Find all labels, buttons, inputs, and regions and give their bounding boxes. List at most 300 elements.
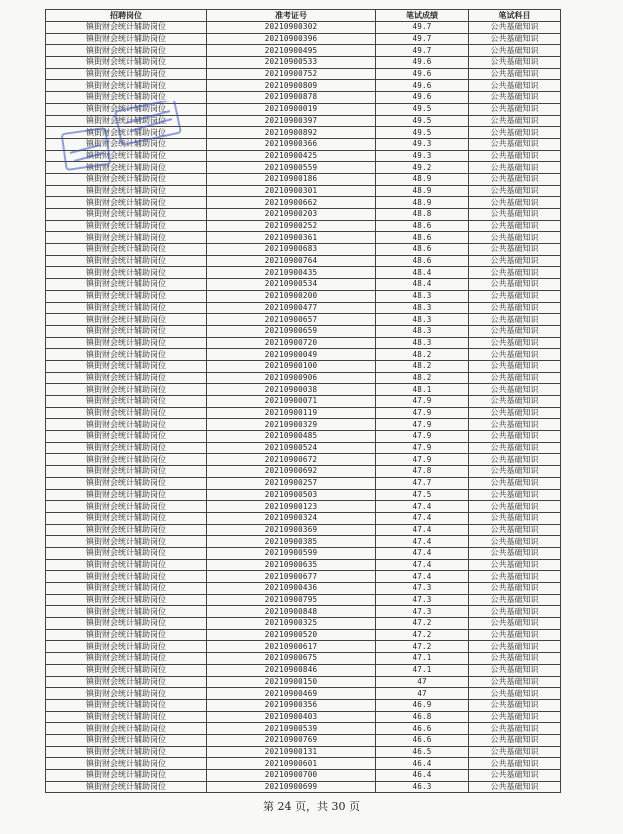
cell-score: 46.4 bbox=[376, 770, 469, 782]
cell-subject: 公共基础知识 bbox=[469, 220, 561, 232]
cell-subject: 公共基础知识 bbox=[469, 267, 561, 279]
cell-position: 镇街财会统计辅助岗位 bbox=[46, 746, 207, 758]
cell-position: 镇街财会统计辅助岗位 bbox=[46, 583, 207, 595]
cell-exam-number: 20210900659 bbox=[207, 325, 376, 337]
cell-position: 镇街财会统计辅助岗位 bbox=[46, 92, 207, 104]
cell-exam-number: 20210900403 bbox=[207, 711, 376, 723]
cell-score: 48.3 bbox=[376, 337, 469, 349]
cell-exam-number: 20210900302 bbox=[207, 22, 376, 34]
cell-subject: 公共基础知识 bbox=[469, 512, 561, 524]
cell-subject: 公共基础知识 bbox=[469, 80, 561, 92]
cell-subject: 公共基础知识 bbox=[469, 583, 561, 595]
cell-subject: 公共基础知识 bbox=[469, 68, 561, 80]
cell-exam-number: 20210900324 bbox=[207, 512, 376, 524]
cell-exam-number: 20210900657 bbox=[207, 314, 376, 326]
cell-subject: 公共基础知识 bbox=[469, 723, 561, 735]
cell-score: 49.6 bbox=[376, 80, 469, 92]
table-row bbox=[46, 512, 561, 524]
cell-position: 镇街财会统计辅助岗位 bbox=[46, 699, 207, 711]
table-row bbox=[46, 197, 561, 209]
table-row bbox=[46, 746, 561, 758]
cell-position: 镇街财会统计辅助岗位 bbox=[46, 676, 207, 688]
cell-position: 镇街财会统计辅助岗位 bbox=[46, 45, 207, 57]
cell-subject: 公共基础知识 bbox=[469, 781, 561, 793]
table-row bbox=[46, 279, 561, 291]
table-row bbox=[46, 489, 561, 501]
cell-exam-number: 20210900131 bbox=[207, 746, 376, 758]
cell-position: 镇街财会统计辅助岗位 bbox=[46, 290, 207, 302]
cell-exam-number: 20210900436 bbox=[207, 583, 376, 595]
cell-score: 48.2 bbox=[376, 372, 469, 384]
cell-exam-number: 20210900769 bbox=[207, 734, 376, 746]
cell-exam-number: 20210900495 bbox=[207, 45, 376, 57]
table-row bbox=[46, 115, 561, 127]
cell-score: 49.5 bbox=[376, 103, 469, 115]
cell-exam-number: 20210900720 bbox=[207, 337, 376, 349]
cell-exam-number: 20210900019 bbox=[207, 103, 376, 115]
cell-exam-number: 20210900049 bbox=[207, 349, 376, 361]
cell-exam-number: 20210900203 bbox=[207, 209, 376, 221]
cell-score: 48.6 bbox=[376, 232, 469, 244]
table-row bbox=[46, 103, 561, 115]
cell-subject: 公共基础知识 bbox=[469, 653, 561, 665]
cell-position: 镇街财会统计辅助岗位 bbox=[46, 571, 207, 583]
header-position: 招聘岗位 bbox=[46, 10, 207, 22]
table-row bbox=[46, 594, 561, 606]
table-row bbox=[46, 360, 561, 372]
cell-subject: 公共基础知识 bbox=[469, 150, 561, 162]
cell-exam-number: 20210900692 bbox=[207, 466, 376, 478]
cell-score: 48.9 bbox=[376, 185, 469, 197]
table-row bbox=[46, 477, 561, 489]
cell-position: 镇街财会统计辅助岗位 bbox=[46, 431, 207, 443]
table-row bbox=[46, 688, 561, 700]
cell-position: 镇街财会统计辅助岗位 bbox=[46, 80, 207, 92]
cell-exam-number: 20210900675 bbox=[207, 653, 376, 665]
cell-subject: 公共基础知识 bbox=[469, 442, 561, 454]
cell-position: 镇街财会统计辅助岗位 bbox=[46, 781, 207, 793]
cell-score: 48.6 bbox=[376, 220, 469, 232]
cell-score: 48.2 bbox=[376, 360, 469, 372]
cell-score: 49.7 bbox=[376, 33, 469, 45]
cell-position: 镇街财会统计辅助岗位 bbox=[46, 232, 207, 244]
cell-exam-number: 20210900361 bbox=[207, 232, 376, 244]
cell-score: 47.9 bbox=[376, 442, 469, 454]
table-row bbox=[46, 232, 561, 244]
table-row bbox=[46, 33, 561, 45]
cell-subject: 公共基础知识 bbox=[469, 407, 561, 419]
header-score: 笔试成绩 bbox=[376, 10, 469, 22]
cell-subject: 公共基础知识 bbox=[469, 22, 561, 34]
cell-position: 镇街财会统计辅助岗位 bbox=[46, 173, 207, 185]
cell-exam-number: 20210900397 bbox=[207, 115, 376, 127]
cell-position: 镇街财会统计辅助岗位 bbox=[46, 22, 207, 34]
cell-subject: 公共基础知识 bbox=[469, 138, 561, 150]
table-row bbox=[46, 699, 561, 711]
cell-subject: 公共基础知识 bbox=[469, 384, 561, 396]
table-row bbox=[46, 22, 561, 34]
table-row bbox=[46, 583, 561, 595]
cell-exam-number: 20210900485 bbox=[207, 431, 376, 443]
table-row bbox=[46, 302, 561, 314]
cell-position: 镇街财会统计辅助岗位 bbox=[46, 150, 207, 162]
table-row bbox=[46, 337, 561, 349]
cell-position: 镇街财会统计辅助岗位 bbox=[46, 302, 207, 314]
cell-subject: 公共基础知识 bbox=[469, 396, 561, 408]
cell-exam-number: 20210900356 bbox=[207, 699, 376, 711]
table-row bbox=[46, 571, 561, 583]
cell-position: 镇街财会统计辅助岗位 bbox=[46, 209, 207, 221]
cell-position: 镇街财会统计辅助岗位 bbox=[46, 618, 207, 630]
cell-subject: 公共基础知识 bbox=[469, 676, 561, 688]
cell-subject: 公共基础知识 bbox=[469, 244, 561, 256]
cell-position: 镇街财会统计辅助岗位 bbox=[46, 384, 207, 396]
table-row bbox=[46, 653, 561, 665]
cell-exam-number: 20210900385 bbox=[207, 536, 376, 548]
cell-position: 镇街财会统计辅助岗位 bbox=[46, 770, 207, 782]
cell-exam-number: 20210900366 bbox=[207, 138, 376, 150]
cell-position: 镇街财会统计辅助岗位 bbox=[46, 641, 207, 653]
cell-exam-number: 20210900846 bbox=[207, 664, 376, 676]
cell-subject: 公共基础知识 bbox=[469, 770, 561, 782]
cell-exam-number: 20210900599 bbox=[207, 547, 376, 559]
table-row bbox=[46, 325, 561, 337]
table-row bbox=[46, 68, 561, 80]
table-row bbox=[46, 664, 561, 676]
cell-exam-number: 20210900503 bbox=[207, 489, 376, 501]
cell-position: 镇街财会统计辅助岗位 bbox=[46, 477, 207, 489]
table-row bbox=[46, 396, 561, 408]
cell-position: 镇街财会统计辅助岗位 bbox=[46, 360, 207, 372]
header-exam-number: 准考证号 bbox=[207, 10, 376, 22]
table-row bbox=[46, 138, 561, 150]
cell-position: 镇街财会统计辅助岗位 bbox=[46, 255, 207, 267]
page-number: 第 24 页，共 30 页 bbox=[263, 800, 360, 813]
table-row bbox=[46, 349, 561, 361]
cell-score: 49.3 bbox=[376, 138, 469, 150]
table-row bbox=[46, 442, 561, 454]
cell-position: 镇街财会统计辅助岗位 bbox=[46, 524, 207, 536]
cell-position: 镇街财会统计辅助岗位 bbox=[46, 197, 207, 209]
cell-score: 47.1 bbox=[376, 664, 469, 676]
table-row bbox=[46, 524, 561, 536]
cell-position: 镇街财会统计辅助岗位 bbox=[46, 419, 207, 431]
cell-subject: 公共基础知识 bbox=[469, 489, 561, 501]
cell-exam-number: 20210900329 bbox=[207, 419, 376, 431]
table-row bbox=[46, 466, 561, 478]
cell-score: 47.9 bbox=[376, 431, 469, 443]
table-row bbox=[46, 770, 561, 782]
cell-score: 47.9 bbox=[376, 454, 469, 466]
cell-position: 镇街财会统计辅助岗位 bbox=[46, 279, 207, 291]
cell-subject: 公共基础知识 bbox=[469, 419, 561, 431]
table-row bbox=[46, 676, 561, 688]
cell-subject: 公共基础知识 bbox=[469, 734, 561, 746]
table-row bbox=[46, 290, 561, 302]
cell-position: 镇街财会统计辅助岗位 bbox=[46, 723, 207, 735]
cell-position: 镇街财会统计辅助岗位 bbox=[46, 512, 207, 524]
table-row bbox=[46, 711, 561, 723]
table-row bbox=[46, 57, 561, 69]
cell-subject: 公共基础知识 bbox=[469, 314, 561, 326]
cell-score: 46.6 bbox=[376, 723, 469, 735]
cell-subject: 公共基础知识 bbox=[469, 466, 561, 478]
cell-exam-number: 20210900186 bbox=[207, 173, 376, 185]
table-row bbox=[46, 314, 561, 326]
cell-subject: 公共基础知识 bbox=[469, 629, 561, 641]
cell-position: 镇街财会统计辅助岗位 bbox=[46, 629, 207, 641]
cell-subject: 公共基础知识 bbox=[469, 477, 561, 489]
cell-exam-number: 20210900477 bbox=[207, 302, 376, 314]
cell-subject: 公共基础知识 bbox=[469, 325, 561, 337]
table-row bbox=[46, 255, 561, 267]
cell-score: 47.2 bbox=[376, 618, 469, 630]
cell-position: 镇街财会统计辅助岗位 bbox=[46, 664, 207, 676]
cell-score: 46.5 bbox=[376, 746, 469, 758]
cell-subject: 公共基础知识 bbox=[469, 688, 561, 700]
cell-score: 48.4 bbox=[376, 279, 469, 291]
table-row bbox=[46, 419, 561, 431]
table-row bbox=[46, 454, 561, 466]
cell-position: 镇街财会统计辅助岗位 bbox=[46, 547, 207, 559]
cell-subject: 公共基础知识 bbox=[469, 559, 561, 571]
table-row bbox=[46, 606, 561, 618]
cell-subject: 公共基础知识 bbox=[469, 372, 561, 384]
cell-position: 镇街财会统计辅助岗位 bbox=[46, 138, 207, 150]
table-row bbox=[46, 758, 561, 770]
table-row bbox=[46, 45, 561, 57]
cell-exam-number: 20210900425 bbox=[207, 150, 376, 162]
cell-position: 镇街财会统计辅助岗位 bbox=[46, 115, 207, 127]
cell-position: 镇街财会统计辅助岗位 bbox=[46, 396, 207, 408]
cell-position: 镇街财会统计辅助岗位 bbox=[46, 127, 207, 139]
table-row bbox=[46, 384, 561, 396]
cell-exam-number: 20210900635 bbox=[207, 559, 376, 571]
cell-exam-number: 20210900539 bbox=[207, 723, 376, 735]
cell-score: 49.5 bbox=[376, 127, 469, 139]
cell-score: 48.9 bbox=[376, 173, 469, 185]
cell-score: 48.3 bbox=[376, 325, 469, 337]
cell-exam-number: 20210900469 bbox=[207, 688, 376, 700]
cell-score: 47.5 bbox=[376, 489, 469, 501]
cell-subject: 公共基础知识 bbox=[469, 255, 561, 267]
cell-position: 镇街财会统计辅助岗位 bbox=[46, 758, 207, 770]
cell-position: 镇街财会统计辅助岗位 bbox=[46, 466, 207, 478]
cell-subject: 公共基础知识 bbox=[469, 360, 561, 372]
cell-subject: 公共基础知识 bbox=[469, 641, 561, 653]
table-row bbox=[46, 723, 561, 735]
cell-position: 镇街财会统计辅助岗位 bbox=[46, 57, 207, 69]
cell-score: 47.3 bbox=[376, 606, 469, 618]
cell-exam-number: 20210900150 bbox=[207, 676, 376, 688]
cell-position: 镇街财会统计辅助岗位 bbox=[46, 337, 207, 349]
cell-subject: 公共基础知识 bbox=[469, 162, 561, 174]
cell-exam-number: 20210900396 bbox=[207, 33, 376, 45]
cell-subject: 公共基础知识 bbox=[469, 57, 561, 69]
cell-score: 48.6 bbox=[376, 244, 469, 256]
cell-exam-number: 20210900252 bbox=[207, 220, 376, 232]
table-row bbox=[46, 431, 561, 443]
cell-score: 49.3 bbox=[376, 150, 469, 162]
cell-score: 49.6 bbox=[376, 57, 469, 69]
cell-subject: 公共基础知识 bbox=[469, 711, 561, 723]
cell-score: 49.5 bbox=[376, 115, 469, 127]
table-row bbox=[46, 501, 561, 513]
cell-subject: 公共基础知识 bbox=[469, 618, 561, 630]
cell-position: 镇街财会统计辅助岗位 bbox=[46, 489, 207, 501]
cell-subject: 公共基础知识 bbox=[469, 536, 561, 548]
cell-position: 镇街财会统计辅助岗位 bbox=[46, 33, 207, 45]
table-row bbox=[46, 536, 561, 548]
cell-position: 镇街财会统计辅助岗位 bbox=[46, 711, 207, 723]
cell-subject: 公共基础知识 bbox=[469, 501, 561, 513]
table-row bbox=[46, 559, 561, 571]
header-subject: 笔试科目 bbox=[469, 10, 561, 22]
cell-exam-number: 20210900601 bbox=[207, 758, 376, 770]
cell-exam-number: 20210900848 bbox=[207, 606, 376, 618]
cell-score: 48.1 bbox=[376, 384, 469, 396]
cell-score: 49.2 bbox=[376, 162, 469, 174]
cell-subject: 公共基础知识 bbox=[469, 337, 561, 349]
cell-score: 46.9 bbox=[376, 699, 469, 711]
cell-subject: 公共基础知识 bbox=[469, 33, 561, 45]
cell-exam-number: 20210900325 bbox=[207, 618, 376, 630]
cell-score: 48.2 bbox=[376, 349, 469, 361]
cell-subject: 公共基础知识 bbox=[469, 547, 561, 559]
cell-subject: 公共基础知识 bbox=[469, 699, 561, 711]
table-row bbox=[46, 629, 561, 641]
cell-subject: 公共基础知识 bbox=[469, 185, 561, 197]
cell-position: 镇街财会统计辅助岗位 bbox=[46, 349, 207, 361]
cell-subject: 公共基础知识 bbox=[469, 103, 561, 115]
table-row bbox=[46, 220, 561, 232]
cell-score: 47 bbox=[376, 676, 469, 688]
cell-exam-number: 20210900906 bbox=[207, 372, 376, 384]
cell-subject: 公共基础知识 bbox=[469, 232, 561, 244]
table-row bbox=[46, 267, 561, 279]
cell-score: 47.4 bbox=[376, 501, 469, 513]
table-row bbox=[46, 244, 561, 256]
cell-score: 47.4 bbox=[376, 571, 469, 583]
cell-score: 49.7 bbox=[376, 22, 469, 34]
cell-subject: 公共基础知识 bbox=[469, 606, 561, 618]
cell-score: 47.4 bbox=[376, 547, 469, 559]
cell-score: 47.4 bbox=[376, 524, 469, 536]
cell-exam-number: 20210900100 bbox=[207, 360, 376, 372]
table-row bbox=[46, 173, 561, 185]
cell-exam-number: 20210900764 bbox=[207, 255, 376, 267]
cell-score: 47.9 bbox=[376, 419, 469, 431]
cell-subject: 公共基础知识 bbox=[469, 758, 561, 770]
cell-score: 48.3 bbox=[376, 302, 469, 314]
cell-exam-number: 20210900700 bbox=[207, 770, 376, 782]
cell-exam-number: 20210900200 bbox=[207, 290, 376, 302]
cell-score: 47.2 bbox=[376, 629, 469, 641]
cell-score: 47.9 bbox=[376, 407, 469, 419]
cell-score: 47 bbox=[376, 688, 469, 700]
cell-subject: 公共基础知识 bbox=[469, 594, 561, 606]
cell-position: 镇街财会统计辅助岗位 bbox=[46, 220, 207, 232]
cell-exam-number: 20210900892 bbox=[207, 127, 376, 139]
cell-subject: 公共基础知识 bbox=[469, 302, 561, 314]
cell-score: 48.3 bbox=[376, 314, 469, 326]
cell-position: 镇街财会统计辅助岗位 bbox=[46, 734, 207, 746]
cell-exam-number: 20210900662 bbox=[207, 197, 376, 209]
cell-subject: 公共基础知识 bbox=[469, 454, 561, 466]
cell-score: 46.3 bbox=[376, 781, 469, 793]
cell-exam-number: 20210900617 bbox=[207, 641, 376, 653]
cell-score: 47.4 bbox=[376, 536, 469, 548]
cell-exam-number: 20210900699 bbox=[207, 781, 376, 793]
cell-score: 47.3 bbox=[376, 594, 469, 606]
cell-position: 镇街财会统计辅助岗位 bbox=[46, 185, 207, 197]
cell-position: 镇街财会统计辅助岗位 bbox=[46, 314, 207, 326]
cell-subject: 公共基础知识 bbox=[469, 279, 561, 291]
cell-exam-number: 20210900038 bbox=[207, 384, 376, 396]
cell-position: 镇街财会统计辅助岗位 bbox=[46, 594, 207, 606]
cell-score: 47.4 bbox=[376, 559, 469, 571]
cell-position: 镇街财会统计辅助岗位 bbox=[46, 653, 207, 665]
cell-score: 48.4 bbox=[376, 267, 469, 279]
cell-position: 镇街财会统计辅助岗位 bbox=[46, 501, 207, 513]
cell-position: 镇街财会统计辅助岗位 bbox=[46, 407, 207, 419]
cell-position: 镇街财会统计辅助岗位 bbox=[46, 559, 207, 571]
table-row bbox=[46, 162, 561, 174]
cell-score: 47.7 bbox=[376, 477, 469, 489]
cell-exam-number: 20210900071 bbox=[207, 396, 376, 408]
cell-subject: 公共基础知识 bbox=[469, 197, 561, 209]
cell-exam-number: 20210900257 bbox=[207, 477, 376, 489]
cell-position: 镇街财会统计辅助岗位 bbox=[46, 325, 207, 337]
table-row bbox=[46, 781, 561, 793]
table-row bbox=[46, 92, 561, 104]
cell-position: 镇街财会统计辅助岗位 bbox=[46, 372, 207, 384]
cell-exam-number: 20210900809 bbox=[207, 80, 376, 92]
cell-exam-number: 20210900677 bbox=[207, 571, 376, 583]
cell-exam-number: 20210900752 bbox=[207, 68, 376, 80]
table-row bbox=[46, 209, 561, 221]
cell-subject: 公共基础知识 bbox=[469, 431, 561, 443]
cell-position: 镇街财会统计辅助岗位 bbox=[46, 68, 207, 80]
cell-subject: 公共基础知识 bbox=[469, 45, 561, 57]
cell-score: 48.3 bbox=[376, 290, 469, 302]
table-row bbox=[46, 372, 561, 384]
cell-subject: 公共基础知识 bbox=[469, 115, 561, 127]
cell-exam-number: 20210900683 bbox=[207, 244, 376, 256]
cell-subject: 公共基础知识 bbox=[469, 349, 561, 361]
cell-exam-number: 20210900533 bbox=[207, 57, 376, 69]
cell-subject: 公共基础知识 bbox=[469, 571, 561, 583]
cell-score: 46.8 bbox=[376, 711, 469, 723]
cell-exam-number: 20210900534 bbox=[207, 279, 376, 291]
score-table bbox=[45, 9, 561, 793]
cell-score: 49.6 bbox=[376, 68, 469, 80]
cell-exam-number: 20210900301 bbox=[207, 185, 376, 197]
cell-subject: 公共基础知识 bbox=[469, 746, 561, 758]
table-row bbox=[46, 547, 561, 559]
cell-position: 镇街财会统计辅助岗位 bbox=[46, 103, 207, 115]
cell-subject: 公共基础知识 bbox=[469, 173, 561, 185]
cell-score: 46.6 bbox=[376, 734, 469, 746]
cell-subject: 公共基础知识 bbox=[469, 290, 561, 302]
table-row bbox=[46, 127, 561, 139]
cell-score: 47.3 bbox=[376, 583, 469, 595]
cell-position: 镇街财会统计辅助岗位 bbox=[46, 688, 207, 700]
cell-score: 49.7 bbox=[376, 45, 469, 57]
cell-exam-number: 20210900123 bbox=[207, 501, 376, 513]
cell-subject: 公共基础知识 bbox=[469, 92, 561, 104]
table-row bbox=[46, 150, 561, 162]
